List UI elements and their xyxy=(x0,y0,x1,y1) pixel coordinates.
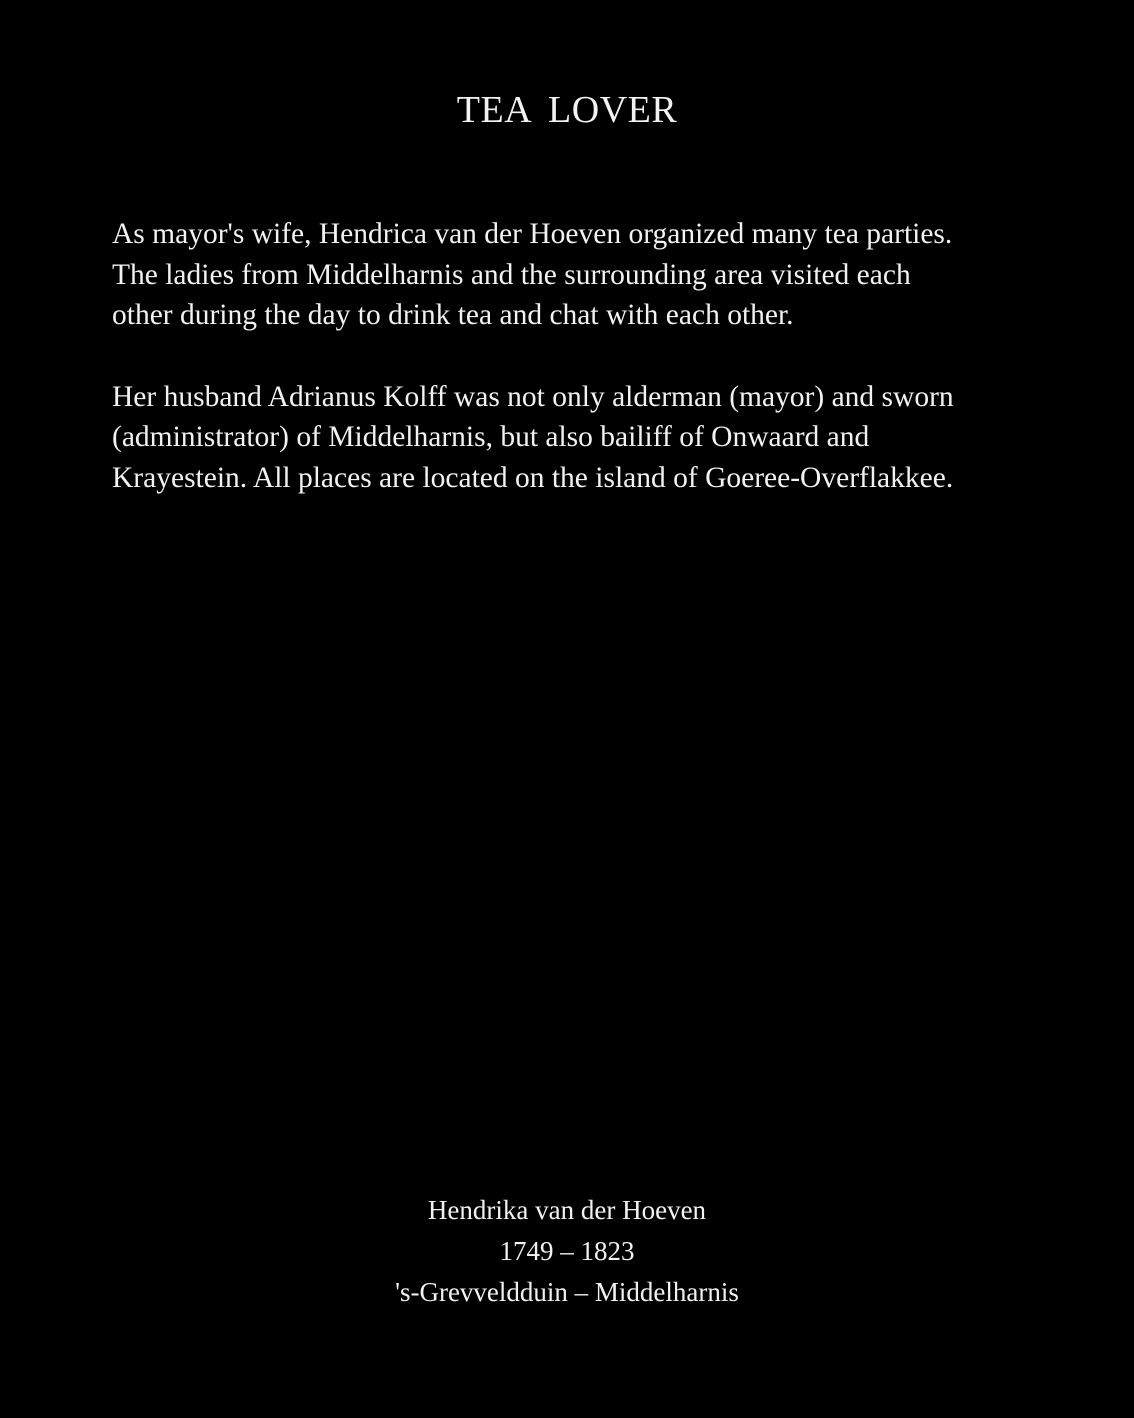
paragraph-tea-parties xyxy=(112,214,1072,336)
caption-name: Hendrika van der Hoeven xyxy=(427,1195,707,1225)
paragraph-line: As mayor's wife, Hendrica van der Hoeven organized many tea parties. xyxy=(112,218,953,250)
paragraph-husband xyxy=(112,377,1072,499)
page-title: TEA LOVER xyxy=(456,89,678,131)
paragraph-line: (administrator) of Middelharnis, but also bailiff of Onwaard and xyxy=(112,421,870,453)
caption-years: 1749 – 1823 xyxy=(499,1236,635,1266)
paragraph-line: other during the day to drink tea and chat with each other. xyxy=(112,299,794,331)
caption-places: 's-Grevveldduin – Middelharnis xyxy=(395,1277,739,1307)
paragraph-line: Her husband Adrianus Kolff was not only alderman (mayor) and sworn xyxy=(112,380,954,413)
paragraph-line: Krayestein. All places are located on the island of Goeree-Overflakkee. xyxy=(112,461,954,494)
portrait-caption xyxy=(0,1190,1134,1313)
paragraph-line: The ladies from Middelharnis and the surrounding area visited each xyxy=(112,258,911,291)
body-text xyxy=(112,214,1072,498)
